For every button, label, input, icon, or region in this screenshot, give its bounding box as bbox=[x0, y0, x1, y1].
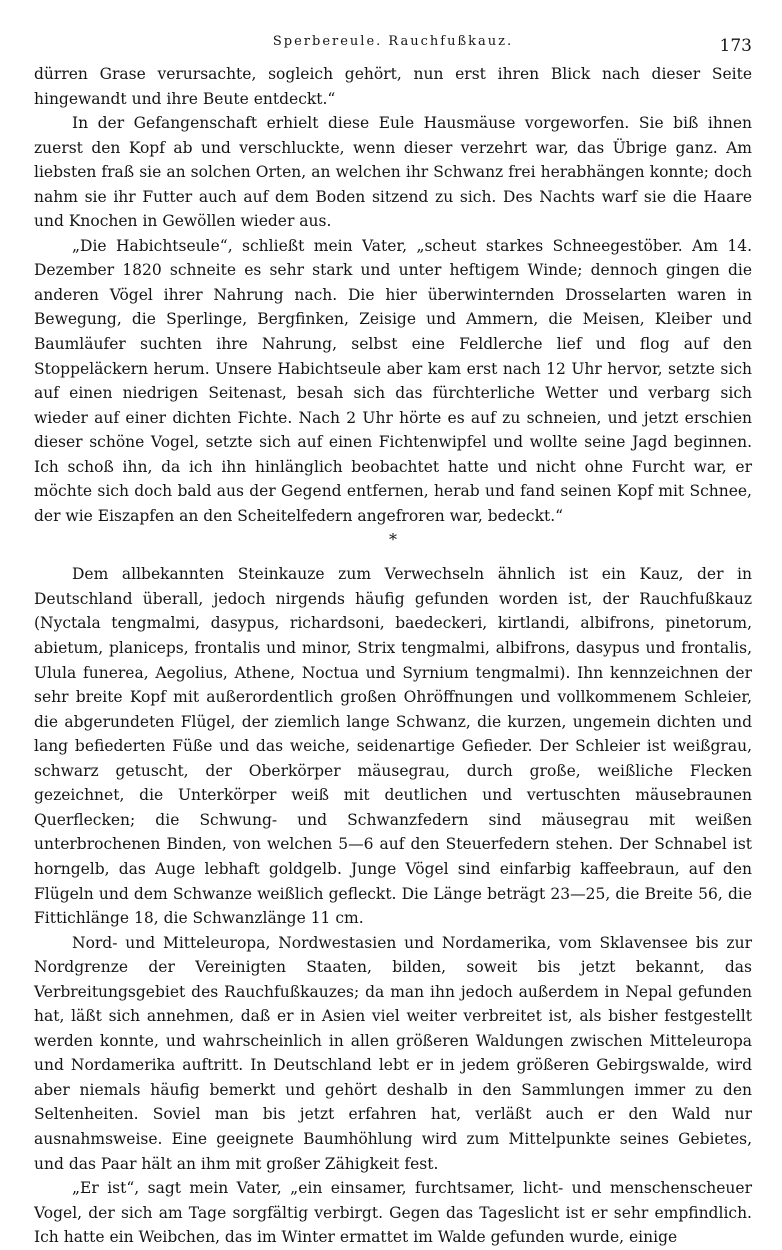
paragraph-quote-habichtseule: „Die Habichtseule“, schließt mein Vater, „scheut starkes Schneegestöber. Am 14. Dezember 1820 schneite es sehr stark und unter heftigem Winde; dennoch gingen die anderen Vögel ihrer Nahrung nach. Die hier überwinternden Drosselarten waren in Bewegung, die Sperlinge, Bergfinken, Zeisige und Ammern, die Meisen, Kleiber und Baumläufer suchten ihre Nahrung, selbst eine Feldlerche lief und flog auf den Stoppeläckern herum. Unsere Habichtseule aber kam erst nach 12 Uhr hervor, setzte sich auf einen niedrigen Seitenast, besah sich das fürchterliche Wetter und verbarg sich wieder auf einer dichten Fichte. Nach 2 Uhr hörte es auf zu schneien, und jetzt erschien dieser schöne Vogel, setzte sich auf einen Fichtenwipfel und wollte seine Jagd beginnen. Ich schoß ihn, da ich ihn hinlänglich beobachtet hatte und nicht ohne Furcht war, er möchte sich doch bald aus der Gegend entfernen, herab und fand seinen Kopf mit Schnee, der wie Eiszapfen an den Scheitelfedern angefroren war, bedeckt.“ bbox=[34, 236, 752, 525]
paragraph-captivity: In der Gefangenschaft erhielt diese Eule Hausmäuse vorgeworfen. Sie biß ihnen zuerst den Kopf ab und verschluckte, wenn dieser verzehrt war, das Übrige ganz. Am liebsten fraß sie an solchen Orten, an welchen ihr Schwanz frei herabhängen konnte; doch nahm sie ihr Futter auch auf dem Boden sitzend zu sich. Des Nachts warf sie die Haare und Knochen in Gewöllen wieder aus. bbox=[34, 114, 752, 231]
page-body bbox=[34, 62, 752, 1250]
page-header bbox=[34, 28, 752, 56]
paragraph-continued: dürren Grase verursachte, sogleich gehört, nun erst ihren Blick nach dieser Seite hingewandt und ihre Beute entdeckt.“ bbox=[34, 65, 752, 108]
running-head: Sperbereule. Rauchfußkauz. bbox=[272, 34, 514, 49]
section-separator: * bbox=[389, 530, 397, 550]
page-number: 173 bbox=[719, 36, 752, 56]
paragraph-distribution: Nord- und Mitteleuropa, Nordwestasien und Nordamerika, vom Sklavensee bis zur Nordgrenze der Vereinigten Staaten, bilden, soweit bis jetzt bekannt, das Verbreitungsgebiet des Rauchfußkauzes; da man ihn jedoch außerdem in Nepal gefunden hat, läßt sich annehmen, daß er in Asien viel weiter verbreitet ist, als bisher festgestellt werden konnte, und wahrscheinlich in allen größeren Waldungen zwischen Mitteleuropa und Nordamerika auftritt. In Deutschland lebt er in jedem größeren Gebirgswalde, wird aber niemals häufig bemerkt und gehört deshalb in den Sammlungen immer zu den Seltenheiten. Soviel man bis jetzt erfahren hat, verläßt auch er den Wald nur ausnahmsweise. Eine geeignete Baumhöhlung wird zum Mittelpunkte seines Gebietes, und das Paar hält an ihm mit großer Zähigkeit fest. bbox=[34, 933, 752, 1173]
paragraph-quote-vater: „Er ist“, sagt mein Vater, „ein einsamer, furchtsamer, licht- und menschenscheuer Vogel, der sich am Tage sorgfältig verbirgt. Gegen das Tageslicht ist er sehr empfindlich. Ich hatte ein Weibchen, das im Winter ermattet im Walde gefunden wurde, einige bbox=[34, 1179, 752, 1247]
paragraph-description-rauchfusskauz: Dem allbekannten Steinkauze zum Verwechseln ähnlich ist ein Kauz, der in Deutschland überall, jedoch nirgends häufig gefunden worden ist, der Rauchfußkauz (Nyctala tengmalmi, dasypus, richardsoni, baedeckeri, kirtlandi, albifrons, pinetorum, abietum, planiceps, frontalis und minor, Strix tengmalmi, albifrons, dasypus und frontalis, Ulula funerea, Aegolius, Athene, Noctua und Syrnium tengmalmi). Ihn kennzeichnen der sehr breite Kopf mit außerordentlich großen Ohröffnungen und vollkommenem Schleier, die abgerundeten Flügel, der ziemlich lange Schwanz, die kurzen, ungemein dichten und lang befiederten Füße und das weiche, seidenartige Gefieder. Der Schleier ist weißgrau, schwarz getuscht, der Oberkörper mäusegrau, durch große, weißliche Flecken gezeichnet, die Unterkörper weiß mit deutlichen und vertuschten mäusebraunen Querflecken; die Schwung- und Schwanzfedern sind mäusegrau mit weißen unterbrochenen Binden, von welchen 5—6 auf den Steuerfedern stehen. Der Schnabel ist horngelb, das Auge lebhaft goldgelb. Junge Vögel sind einfarbig kaffeebraun, auf den Flügeln und dem Schwanze weißlich gefleckt. Die Länge beträgt 23—25, die Breite 56, die Fittichlänge 18, die Schwanzlänge 11 cm. bbox=[34, 565, 752, 928]
